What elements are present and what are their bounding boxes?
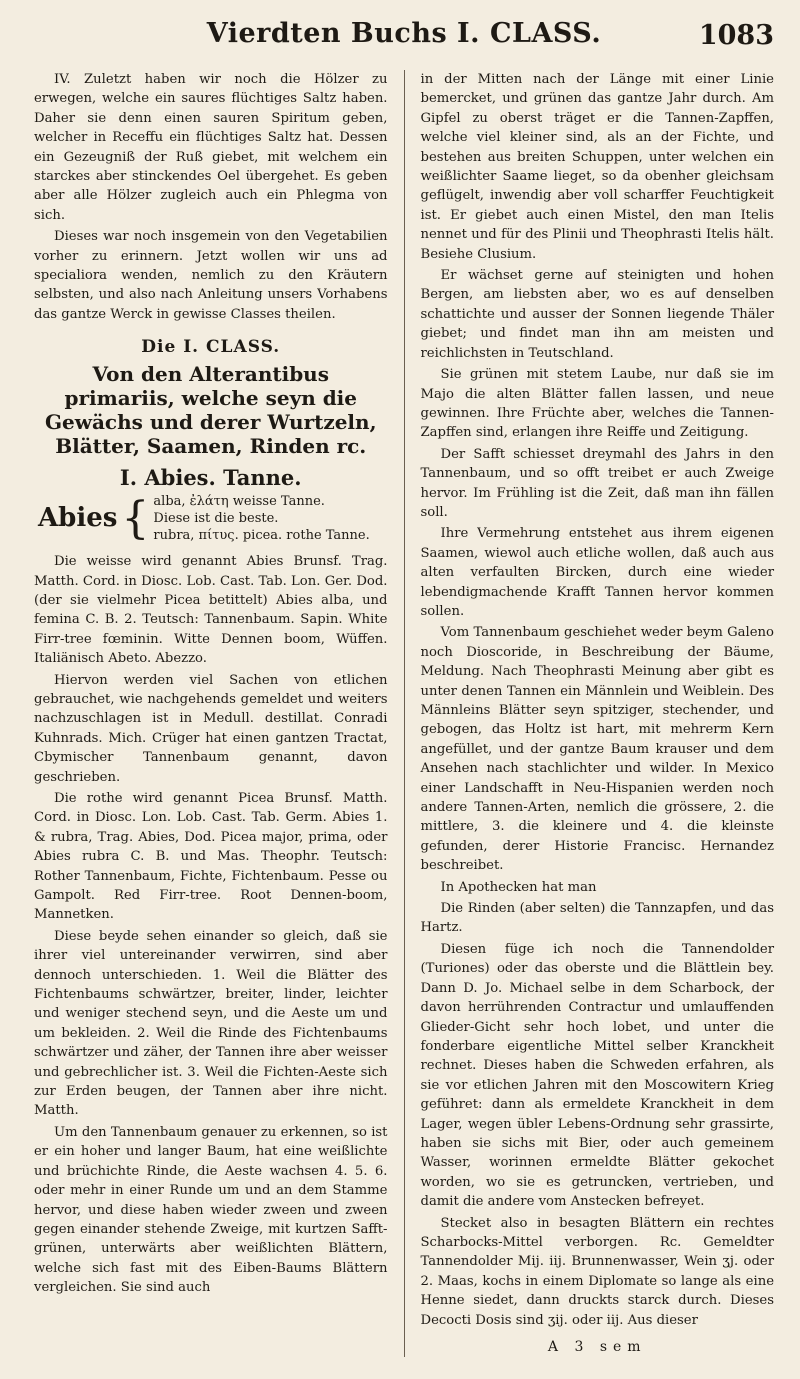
species-list [38, 493, 388, 544]
paragraph: Die Rinden (aber selten) die Tannzapfen, und das Hartz. [420, 901, 774, 936]
paragraph: Vom Tannenbaum geschiehet weder beym Galeno noch Dioscoride, in Beschreibung der Bäume, Meldung. Nach Theophrasti Meinung aber gibt es unter denen Tannen ein Männlein und Weiblein. Des Männleins Blätter seyn spitziger, stechender, und gebogen, das Holtz ist hart, mit mehrerm Kern angefüllet, und der gantze Baum krauser und dem Ansehen nach stachlichter und wilder. In Mexico einer Landschafft in Neu-Hispanien werden noch andere Tannen-Arten, nemlich die grössere, 2. die mittlere, 3. die kleinere und 4. die kleinste gefunden, derer Historie Francisc. Hernandez beschreibet. [420, 625, 774, 874]
paragraph: Um den Tannenbaum genauer zu erkennen, so ist er ein hoher und langer Baum, hat eine weißlichte und brüchichte Rinde, die Aeste wachsen 4. 5. 6. oder mehr in einer Runde um und an dem Stamme hervor, und diese haben wieder zween und zween gegen einander stehende Zweige, mit kurtzen Safft-grünen, unterwärts aber weißlichten Blättern, welche sich fast mit des Eiben-Baums Blättern vergleichen. Sie sind auch [34, 1124, 388, 1296]
class-heading: Die I. CLASS. [141, 337, 281, 358]
text-columns [34, 70, 774, 1357]
running-head: Vierdten Buchs I. CLASS. [206, 18, 602, 49]
paragraph: Hiervon werden viel Sachen von etlichen gebrauchet, wie nachgehends gemeldet und weiters nachzuschlagen ist in Medull. destillat. Conradi Kuhnrads. Mich. Crüger hat einen gantzen Tractat, Cbymischer Tannenbaum genannt, davon geschrieben. [34, 672, 388, 785]
species-entry: alba, ἐλάτη weisse Tanne. [153, 494, 325, 510]
section-heading: Von den Alterantibus primariis, welche seyn die Gewächs und derer Wurtzeln, Blätter, Saamen, Rinden rc. [44, 361, 377, 458]
paragraph: Er wächset gerne auf steinigten und hohen Bergen, am liebsten aber, wo es auf denselben schattichte und ausser der Sonnen liegende Thäler giebet; und findet man ihn am meisten und reichlichsten in Teutschland. [420, 268, 774, 361]
signature-mark: A 3 sem [547, 1339, 647, 1355]
species-entry: Diese ist die beste. [153, 511, 279, 527]
paragraph: Diesen füge ich noch die Tannendolder (Turiones) oder das oberste und die Blättlein bey. Dann D. Jo. Michael selbe in dem Scharbock, der davon herrührenden Contractur und umlauffenden Glieder-Gicht sehr hoch lobet, und unter die fonderbare eigentliche Mittel selber Kranckheit rechnet. Dieses haben die Schweden erfahren, als sie vor etlichen Jahren mit den Moscowitern Krieg geführet: dann als ermeldete Kranckheit in dem Lager, wegen übler Lebens-Ordnung sehr grassirte, haben sie sichs mit Bier, oder auch gemeinem Wasser, worinnen ermeldte Blätter gekochet worden, wo sie es getruncken, vertrieben, und damit die andere vom Anstecken befreyet. [420, 941, 774, 1210]
paragraph: Stecket also in besagten Blättern ein rechtes Scharbocks-Mittel verborgen. Rc. Gemeldter Tannendolder Mij. iij. Brunnenwasser, Wein ʒj. oder 2. Maas, kochs in einem Diplomate so lange als eine Henne siedet, dann druckts starck durch. Dieses Decocti Dosis sind ʒij. oder iij. Aus dieser [420, 1215, 774, 1328]
left-column [34, 70, 404, 1357]
paragraph: Die rothe wird genannt Picea Brunsf. Matth. Cord. in Diosc. Lon. Lob. Cast. Tab. Germ. Abies 1. & rubra, Trag. Abies, Dod. Picea major, prima, oder Abies rubra C. B. und Mas. Theophr. Teutsch: Rother Tannenbaum, Fichte, Fichtenbaum. Pesse ou Gampolt. Red Firr-tree. Root Dennen-boom, Mannetken. [34, 790, 388, 923]
species-entry: rubra, πίτυς. picea. rothe Tanne. [153, 528, 370, 544]
paragraph: in der Mitten nach der Länge mit einer Linie bemercket, und grünen das gantze Jahr durch. Am Gipfel zu oberst träget er die Tannen-Zapffen, welche viel kleiner sind, als an der Fichte, und bestehen aus breiten Schuppen, unter welchen ein weißlichter Saame lieget, so da obenher gleichsam geflügelt, inwendig aber voll scharffer Feuchtigkeit ist. Er giebet auch einen Mistel, den man Itelis nennet und für des Plinii und Theophrasti Itelis hält. Besiehe Clusium. [420, 72, 774, 262]
species-entries [153, 493, 369, 544]
paragraph: Diese beyde sehen einander so gleich, daß sie ihrer viel untereinander verwirren, sind aber dennoch unterschieden. 1. Weil die Blätter des Fichtenbaums schwärtzer, breiter, linder, leichter und weniger stechend seyn, und die Aeste um und um bekleiden. 2. Weil die Rinde des Fichtenbaums schwärtzer und zäher, der Tannen ihre aber weisser und gebrechlicher ist. 3. Weil die Fichten-Aeste sich zur Erden beugen, der Tannen aber ihre nicht. Matth. [34, 928, 388, 1119]
paragraph: IV. Zuletzt haben wir noch die Hölzer zu erwegen, welche ein saures flüchtiges Saltz haben. Daher sie denn einen sauren Spiritum geben, welcher in Receffu ein flüchtiges Saltz hat. Dessen ein Gezeugniß der Ruß giebet, mit welchem ein starckes aber stinckendes Oel übergehet. Es geben aber alle Hölzer zugleich auch ein Phlegma von sich. [34, 72, 388, 223]
brace-icon: { [121, 492, 150, 544]
species-genus-name: Abies [38, 502, 118, 533]
paragraph: Die weisse wird genannt Abies Brunsf. Trag. Matth. Cord. in Diosc. Lob. Cast. Tab. Lon. Ger. Dod. (der sie vielmehr Picea betittelt) Abies alba, und femina C. B. 2. Teutsch: Tannenbaum. Sapin. White Firr-tree fœminin. Witte Dennen boom, Wüffen. Italiänisch Abeto. Abezzo. [34, 554, 388, 667]
paragraph: Ihre Vermehrung entstehet aus ihrem eigenen Saamen, wiewol auch etliche wollen, daß auch aus alten verfaulten Bircken, durch eine wieder lebendigmachende Krafft Tannen hervor kommen sollen. [420, 526, 774, 619]
genus-heading: I. Abies. Tanne. [119, 464, 302, 490]
right-column [404, 70, 775, 1357]
paragraph: In Apothecken hat man [440, 879, 597, 895]
page-number: 1083 [698, 20, 774, 51]
paragraph: Dieses war noch insgemein von den Vegetabilien vorher zu erinnern. Jetzt wollen wir uns ad specialiora wenden, nemlich zu den Kräutern selbsten, und also nach Anleitung unsers Vorhabens das gantze Werck in gewisse Classes theilen. [34, 229, 388, 322]
page-header [34, 8, 774, 70]
paragraph: Der Safft schiesset dreymahl des Jahrs in den Tannenbaum, und so offt treibet er auch Zweige hervor. Im Frühling ist die Zeit, daß man ihn fällen soll. [420, 446, 774, 520]
paragraph: Sie grünen mit stetem Laube, nur daß sie im Majo die alten Blätter fallen lassen, und neue gewinnen. Ihre Früchte aber, welches die Tannen-Zapffen sind, erlangen ihre Reiffe und Zeitigung. [420, 367, 774, 441]
